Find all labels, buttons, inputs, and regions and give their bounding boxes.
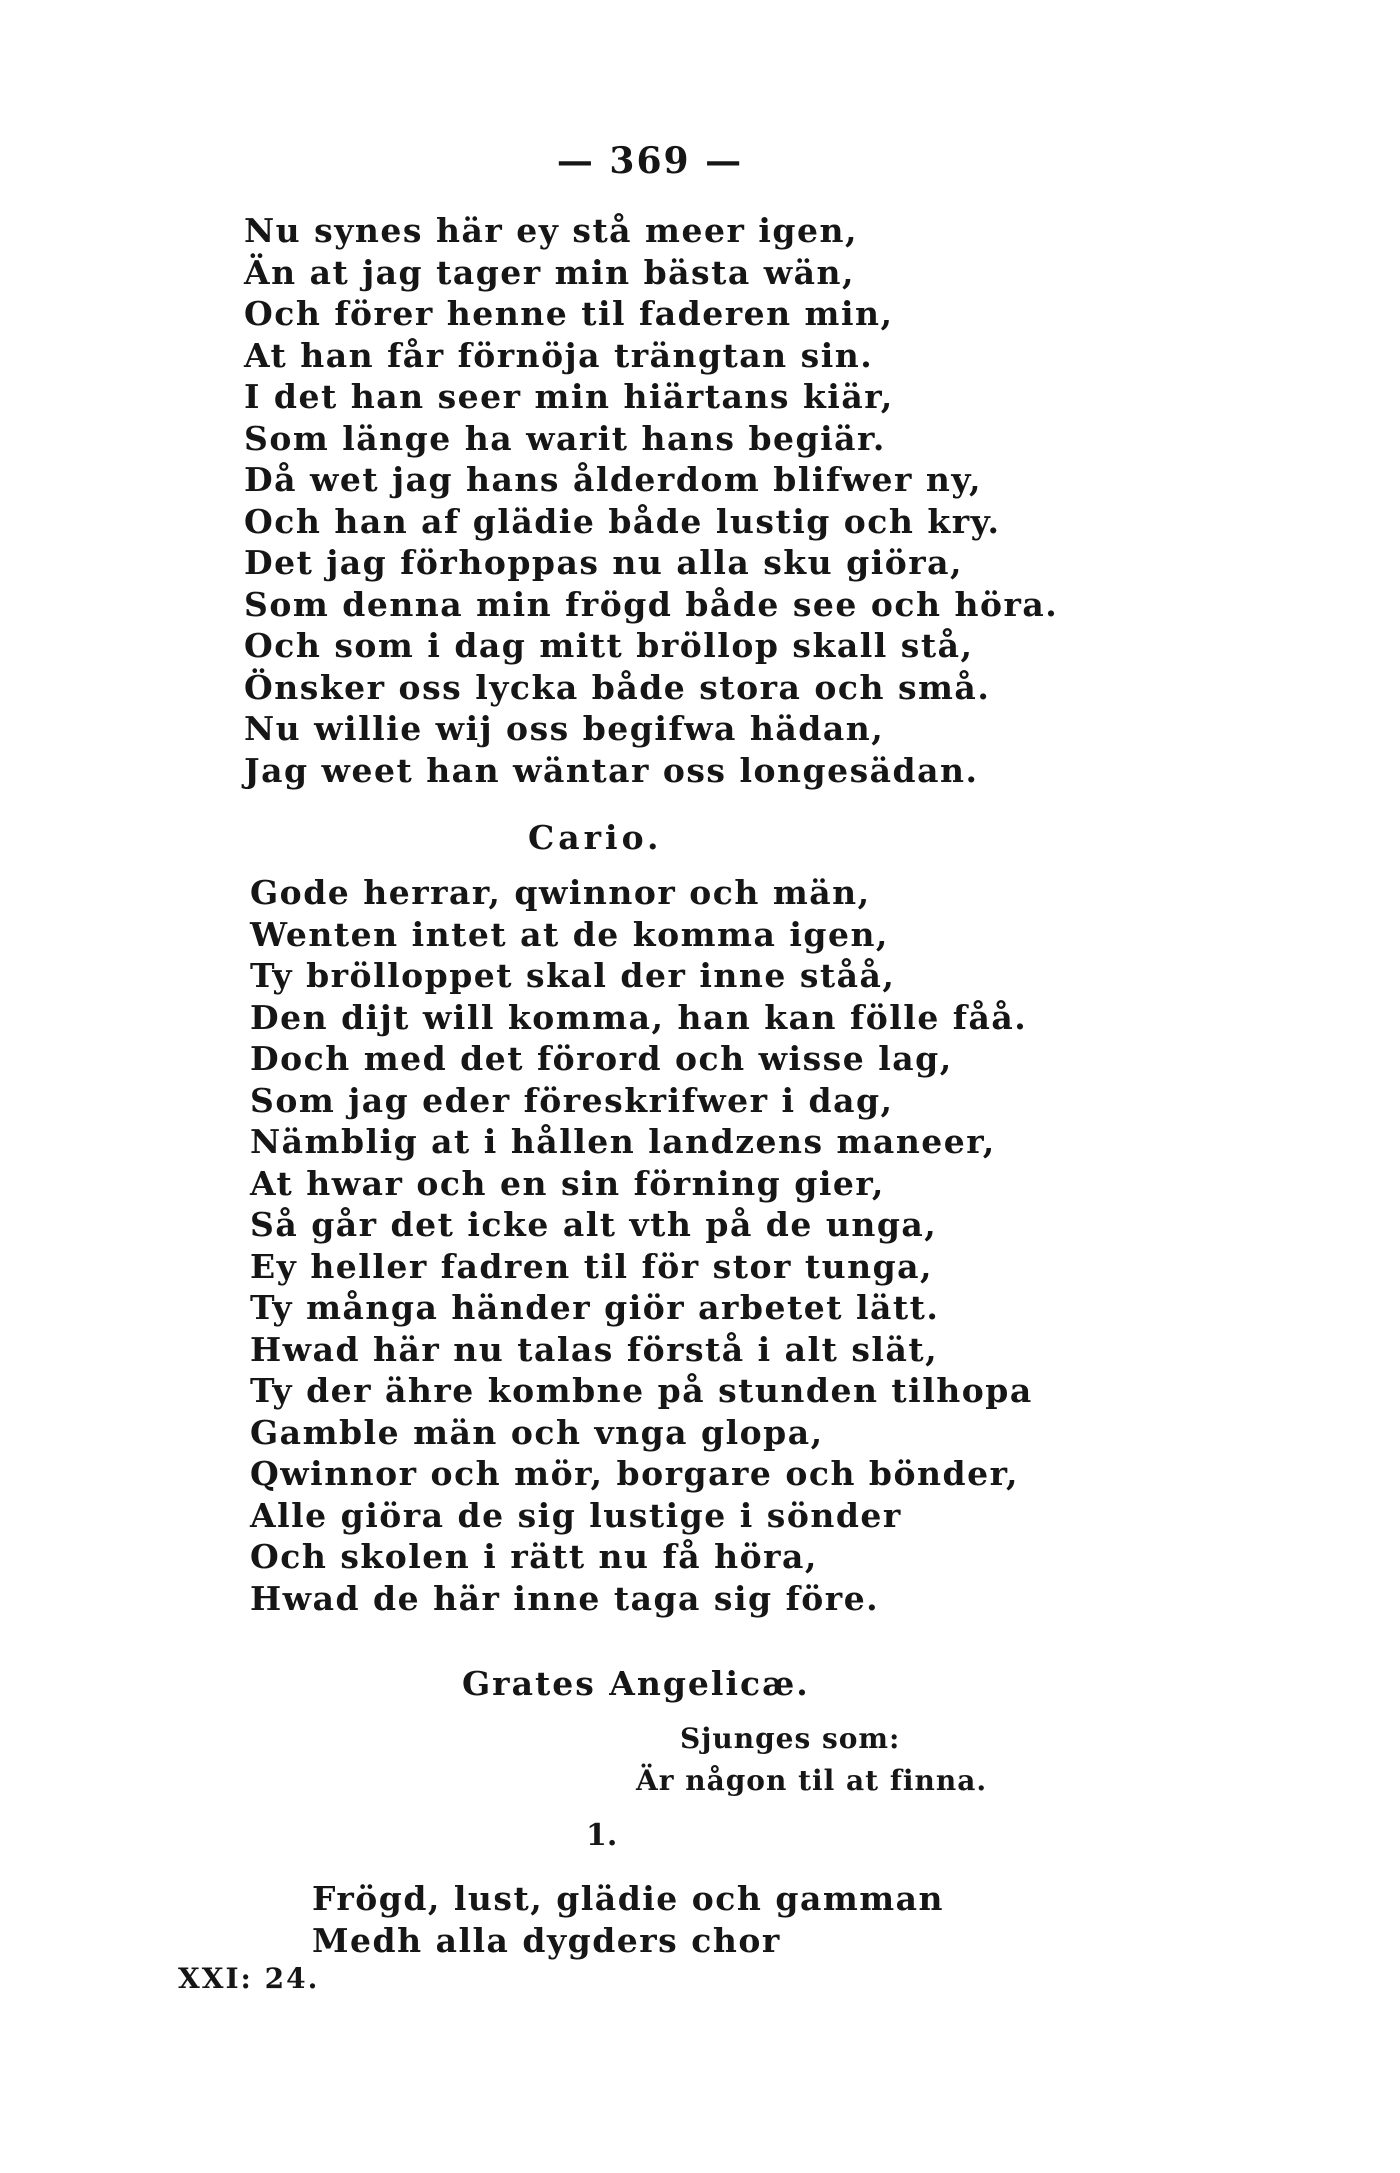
verse-line: Ty många händer giör arbetet lätt.: [250, 1288, 940, 1327]
verse-line: At han får förnöja trängtan sin.: [244, 335, 874, 375]
verse-block-2: [250, 872, 1033, 1619]
verse-line: Hwad här nu talas förstå i alt slät,: [250, 1329, 939, 1369]
verse-line: Nu willie wij oss begifwa hädan,: [244, 709, 885, 748]
verse-line: Hwad de här inne taga sig före.: [250, 1578, 880, 1618]
verse-line: Wenten intet at de komma igen,: [250, 914, 889, 954]
verse-line: Önsker oss lycka både stora och små.: [244, 667, 991, 707]
verse-line: Doch med det förord och wisse lag,: [250, 1039, 953, 1078]
verse-line: Ty der ähre kombne på stunden tilhopa: [250, 1371, 1033, 1410]
verse-line: At hwar och en sin förning gier,: [250, 1163, 885, 1203]
verse-line: Jag weet han wäntar oss longesädan.: [244, 750, 979, 790]
verse-line: Nu synes här ey stå meer igen,: [244, 211, 858, 250]
verse-line: Alle giöra de sig lustige i sönder: [250, 1495, 902, 1535]
verse-line: Ey heller fadren til för stor tunga,: [250, 1246, 934, 1286]
verse-line: Gode herrar, qwinnor och män,: [250, 873, 871, 912]
tune-label: Sjunges som:: [680, 1722, 901, 1755]
verse-line: Då wet jag hans ålderdom blifwer ny,: [244, 460, 982, 499]
verse-line: I det han seer min hiärtans kiär,: [244, 377, 894, 416]
verse-line: Den dijt will komma, han kan fölle fåå.: [250, 997, 1028, 1037]
verse-line: Och han af glädie både lustig och kry.: [244, 501, 1001, 541]
verse-line: Så går det icke alt vth på de unga,: [250, 1205, 938, 1244]
verse-line: Frögd, lust, glädie och gamman: [312, 1879, 945, 1918]
verse-line: Som denna min frögd både see och höra.: [244, 584, 1059, 624]
verse-line: Gamble män och vnga glopa,: [250, 1412, 824, 1452]
tune-name: Är någon til at finna.: [636, 1764, 988, 1797]
verse-line: Nämblig at i hållen landzens maneer,: [250, 1122, 996, 1161]
verse-line: Och skolen i rätt nu få höra,: [250, 1537, 818, 1576]
verse-line: Och förer henne til faderen min,: [244, 294, 894, 333]
verse-line: Medh alla dygders chor: [312, 1920, 781, 1960]
verse-line: Än at jag tager min bästa wän,: [244, 252, 856, 292]
section-heading-cario: Cario.: [528, 818, 663, 857]
verse-line: Som länge ha warit hans begiär.: [244, 418, 886, 458]
verse-line: Som jag eder föreskrifwer i dag,: [250, 1080, 894, 1120]
verse-block-1: [244, 210, 1058, 791]
verse-line: Ty brölloppet skal der inne ståå,: [250, 956, 896, 995]
verse-block-3: [312, 1878, 944, 1961]
stanza-number: 1.: [586, 1818, 618, 1853]
printer-signature-mark: XXI: 24.: [178, 1962, 320, 1995]
verse-line: Det jag förhoppas nu alla sku giöra,: [244, 543, 964, 582]
section-heading-grates-angelicae: Grates Angelicæ.: [462, 1664, 810, 1703]
page-number: — 369 —: [556, 140, 744, 182]
verse-line: Qwinnor och mör, borgare och bönder,: [250, 1454, 1020, 1493]
verse-line: Och som i dag mitt bröllop skall stå,: [244, 626, 974, 665]
